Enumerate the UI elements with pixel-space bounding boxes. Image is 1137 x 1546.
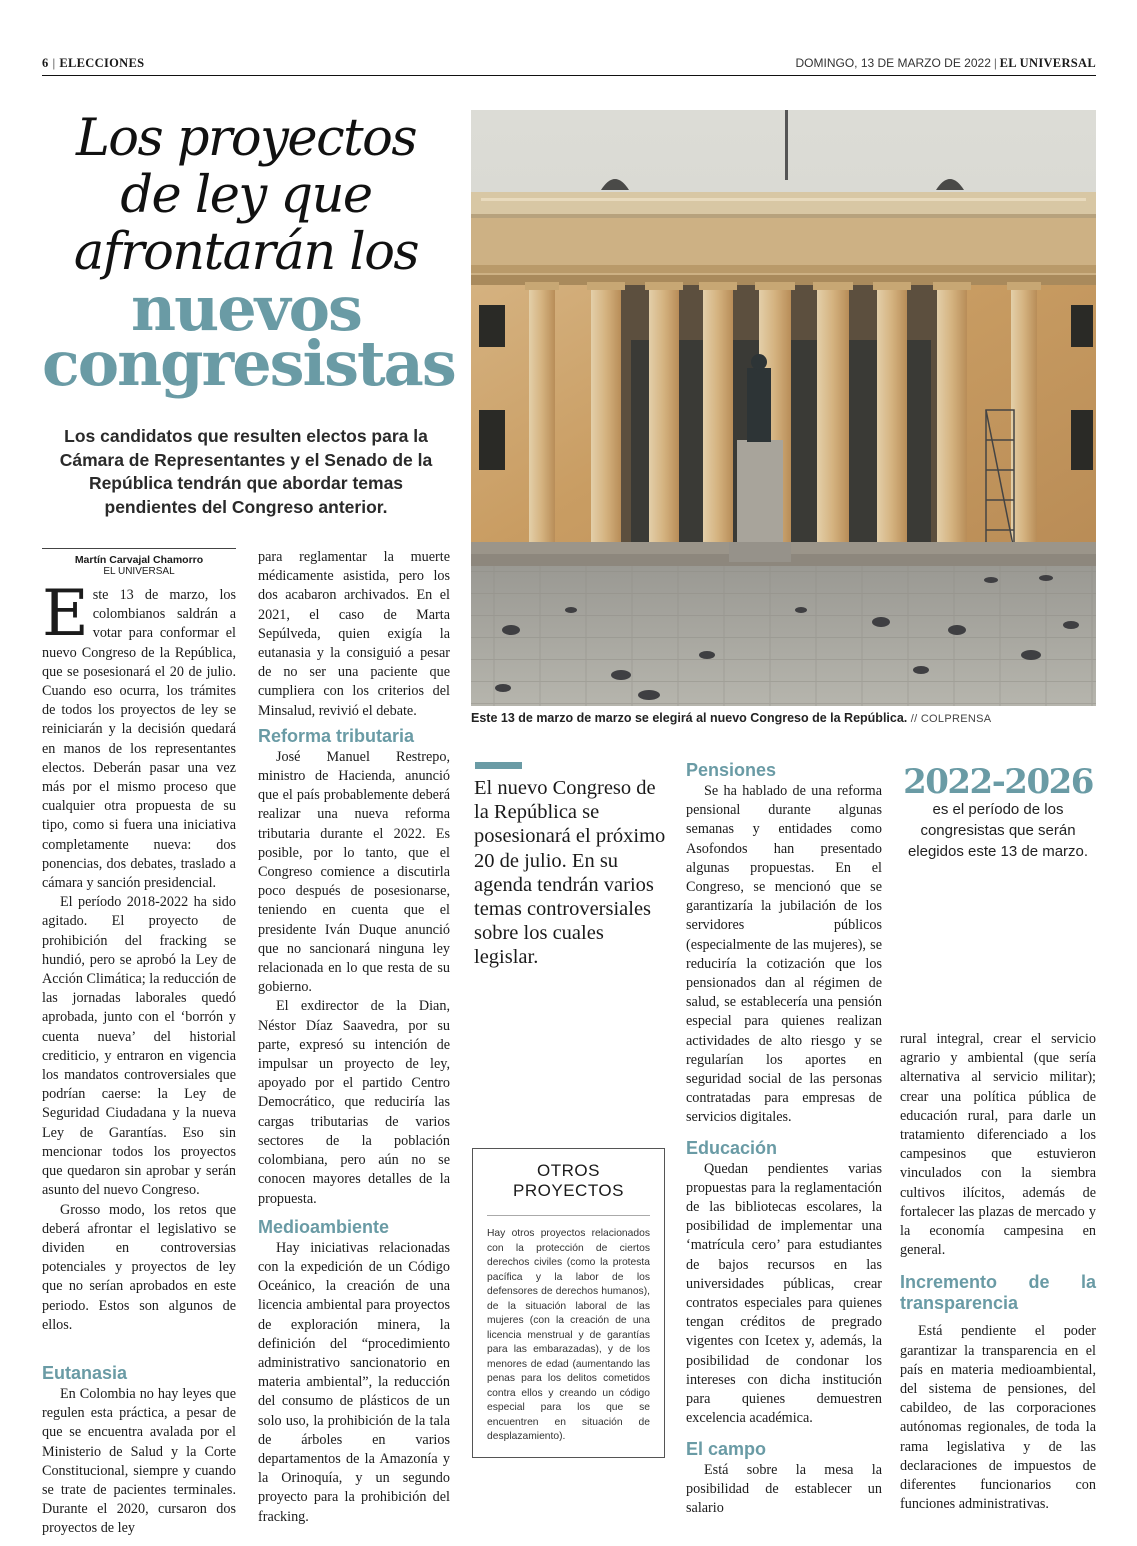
subhead-educacion: Educación xyxy=(686,1137,778,1158)
article-paragraph: José Manuel Restrepo, ministro de Hacienda, anunció que el país probablemente deberá realizar una nueva reforma tributaria durante el 2022. Es posible, por lo tanto, que el Congreso comience a discutirla poco después de posesionarse, teniendo en cuenta que el presidente Iván Duque anunció que no sancionará ninguna ley relacionada en lo que resta de su gobierno. xyxy=(258,748,450,996)
article-paragraph: Se ha hablado de una reforma pensional durante algunas semanas y entidades como Asofondos han presentado algunas propuestas. En el Congreso, se mencionó que se garantizaría la jubilación de los servidores públicos (especialmente de las mujeres), se reduciría la cotización que los pensionados dan al régimen de salud, se establecería una pensión especial para quienes realizan actividades de alto riesgo y se regularían los aportes en seguridad social de las personas contratadas para empresas de servicios digitales. xyxy=(686,783,882,1126)
caption-text: Este 13 de marzo de marzo se elegirá al nuevo Congreso de la República. xyxy=(471,711,908,725)
article-paragraph: Está pendiente el poder garantizar la transparencia en el país en materia medioambiental, del sistema de pensiones, del cabildeo, de las corporaciones autónomas regionales, de toda la rama legislativa y de las declaraciones de impuestos de diferentes funcionarios con funciones administrativas. xyxy=(900,1323,1096,1513)
page-number: 6 xyxy=(42,56,49,70)
article-paragraph: para reglamentar la muerte médicamente asistida, pero los dos acabaron archivados. En el 2021, el caso de Marta Sepúlveda, quien exigía la eutanasia y la consiguió a pesar de no ser una paciente que cumpliera con los criterios del Minsalud, revivió el debate. xyxy=(258,549,450,719)
headline-line: afrontarán los xyxy=(73,223,419,282)
box-title: OTROS PROYECTOS xyxy=(487,1161,650,1216)
article-column-5 xyxy=(900,1030,1096,1514)
article-paragraph: En Colombia no hay leyes que regulen esta práctica, a pesar de que se encuentra avalada por el Ministerio de Salud y la Corte Constitucional, siempre y cuando se trate de pacientes terminales. Durante el 2020, cursaron dos proyectos de ley xyxy=(42,1385,236,1537)
pull-quote-bar xyxy=(475,762,522,769)
stat-callout xyxy=(900,762,1096,862)
congress-photo xyxy=(471,110,1096,706)
article-paragraph: Grosso modo, los retos que deberá afrontar el legislativo se dividen en controversias potenciales y proyectos de ley que no serían aprobados en este periodo. Estos son algunos de ellos. xyxy=(42,1201,236,1333)
pull-quote: El nuevo Congreso de la República se posesionará el próximo 20 de julio. En su agenda tendrán varios temas controversiales sobre los cuales legislar. xyxy=(474,777,666,969)
article-paragraph: El exdirector de la Dian, Néstor Díaz Saavedra, por su parte, expresó su intención de impulsar un proyecto de ley, apoyado por el partido Centro Democrático, que reduciría las cargas tributarias de varios sectores de la población colombiana, pero aún no se conocen mayores detalles de la propuesta. xyxy=(258,998,450,1207)
article-paragraph: El período 2018-2022 ha sido agitado. El proyecto de prohibición del fracking se hundió, pero se aprobó la Ley de Acción Climática; la reducción de las jornadas laborales quedó aprobada, junto con el ‘borrón y cuenta nueva’ del historial crediticio, y entraron en vigencia los mandatos controversiales que podrían caerse: la Ley de Seguridad Ciudadana y la nueva Ley de Garantías. Eso sin mencionar todos los proyectos que quedaron sin aprobar y serán asunto del nuevo Congreso. xyxy=(42,894,236,1199)
subhead-pensiones: Pensiones xyxy=(686,760,777,780)
sidebar-box xyxy=(472,1148,665,1458)
subhead-el-campo: El campo xyxy=(686,1438,767,1459)
photo-caption xyxy=(471,711,1096,725)
headline-line: de ley que xyxy=(120,166,372,225)
headline xyxy=(42,109,455,400)
author-outlet: EL UNIVERSAL xyxy=(103,566,175,577)
issue-date: DOMINGO, 13 DE MARZO DE 2022 xyxy=(795,56,991,70)
article-column-4 xyxy=(686,760,882,1518)
article-paragraph: Está sobre la mesa la posibilidad de establecer un salario xyxy=(686,1461,882,1516)
header-left: 6 | ELECCIONES xyxy=(42,56,145,70)
subhead-medioambiente: Medioambiente xyxy=(258,1216,390,1237)
publication-name: EL UNIVERSAL xyxy=(999,56,1096,70)
article-column-1 xyxy=(42,577,236,1539)
header-rule xyxy=(42,75,1096,76)
capitol-building-illustration xyxy=(471,110,1096,706)
subhead-transparencia: Incremento de la transparencia xyxy=(900,1272,1096,1314)
article-paragraph: Este 13 de marzo, los colombianos saldrán a votar para conformar el nuevo Congreso de la República, que se posesionará el 20 de julio. Cuando eso ocurra, los trámites de todos los proyectos de ley se reiniciarán y la decisión quedará en manos de los representantes electos. Deberán pasar una vez más por el mismo proceso que cualquier otra propuesta de su tipo, como si fuera una iniciativa completamente nueva: dos ponencias, dos debates, traslado a cámara y sanción presidencial. xyxy=(42,577,236,892)
drop-cap: E xyxy=(42,577,89,651)
headline-highlight: congresistas xyxy=(42,327,455,400)
author-name: Martín Carvajal Chamorro xyxy=(74,554,204,566)
subhead-reforma-tributaria: Reforma tributaria xyxy=(258,725,415,746)
article-paragraph: Hay iniciativas relacionadas con la expedición de un Código Oceánico, la creación de una licencia ambiental para proyectos de exploración minera, la definición del “procedimiento administrativo sancionatorio en materia ambiental”, la reducción del consumo de plásticos de un solo uso, la prohibición de la tala de árboles en varios departamentos de la Amazonía y la Orinoquía, y un segundo proyecto para la prohibición del fracking. xyxy=(258,1239,450,1525)
byline xyxy=(42,548,236,578)
headline-highlight: nuevos xyxy=(131,272,361,345)
stat-text: es el período de los congresistas que serán elegidos este 13 de marzo. xyxy=(907,801,1089,860)
header-right: DOMINGO, 13 DE MARZO DE 2022 | EL UNIVERSAL xyxy=(795,56,1096,70)
page-header xyxy=(42,56,1096,76)
article-paragraph: Quedan pendientes varias propuestas para la reglamentación de las bibliotecas escolares, la posibilidad de implementar una ‘matrícula cero’ para estudiantes de bajos recursos en las universidades públicas, crear contratos especiales para quienes tengan créditos de pregrado vigentes con Icetex y, además, la posibilidad de condonar los intereses con dicha institución para quienes demuestren excelencia académica. xyxy=(686,1160,882,1427)
headline-line: Los proyectos xyxy=(75,109,417,168)
article-paragraph: rural integral, crear el servicio agrario y ambiental (que sería alternativa al servicio militar); crear una política pública de educación rural, para darle un tratamiento diferenciado a los campesinos que estuvieron vinculados con la siembra cultivos ilícitos, además de fortalecer las plazas de mercado y la economía campesina en general. xyxy=(900,1031,1096,1259)
article-column-2 xyxy=(258,548,450,1527)
stat-number: 2022-2026 xyxy=(903,762,1093,802)
photo-credit: // COLPRENSA xyxy=(910,713,992,725)
subhead-eutanasia: Eutanasia xyxy=(42,1362,128,1383)
dek-subtitle: Los candidatos que resulten electos para la Cámara de Representantes y el Senado de la República tendrán que abordar temas pendientes del Congreso anterior. xyxy=(59,426,433,517)
section-name: ELECCIONES xyxy=(59,56,145,70)
box-body: Hay otros proyectos relacionados con la protección de ciertos derechos civiles (como la protesta pacífica y la labor de los defensores de derechos humanos), de la situación laboral de las mujeres (con la creación de una licencia menstrual y de garantías para las embarazadas), y de los menores de edad (aumentando las penas para los delitos cometidos contra ellos y creando un código especial para los que se encuentren en situación de desplazamiento). xyxy=(487,1228,650,1442)
